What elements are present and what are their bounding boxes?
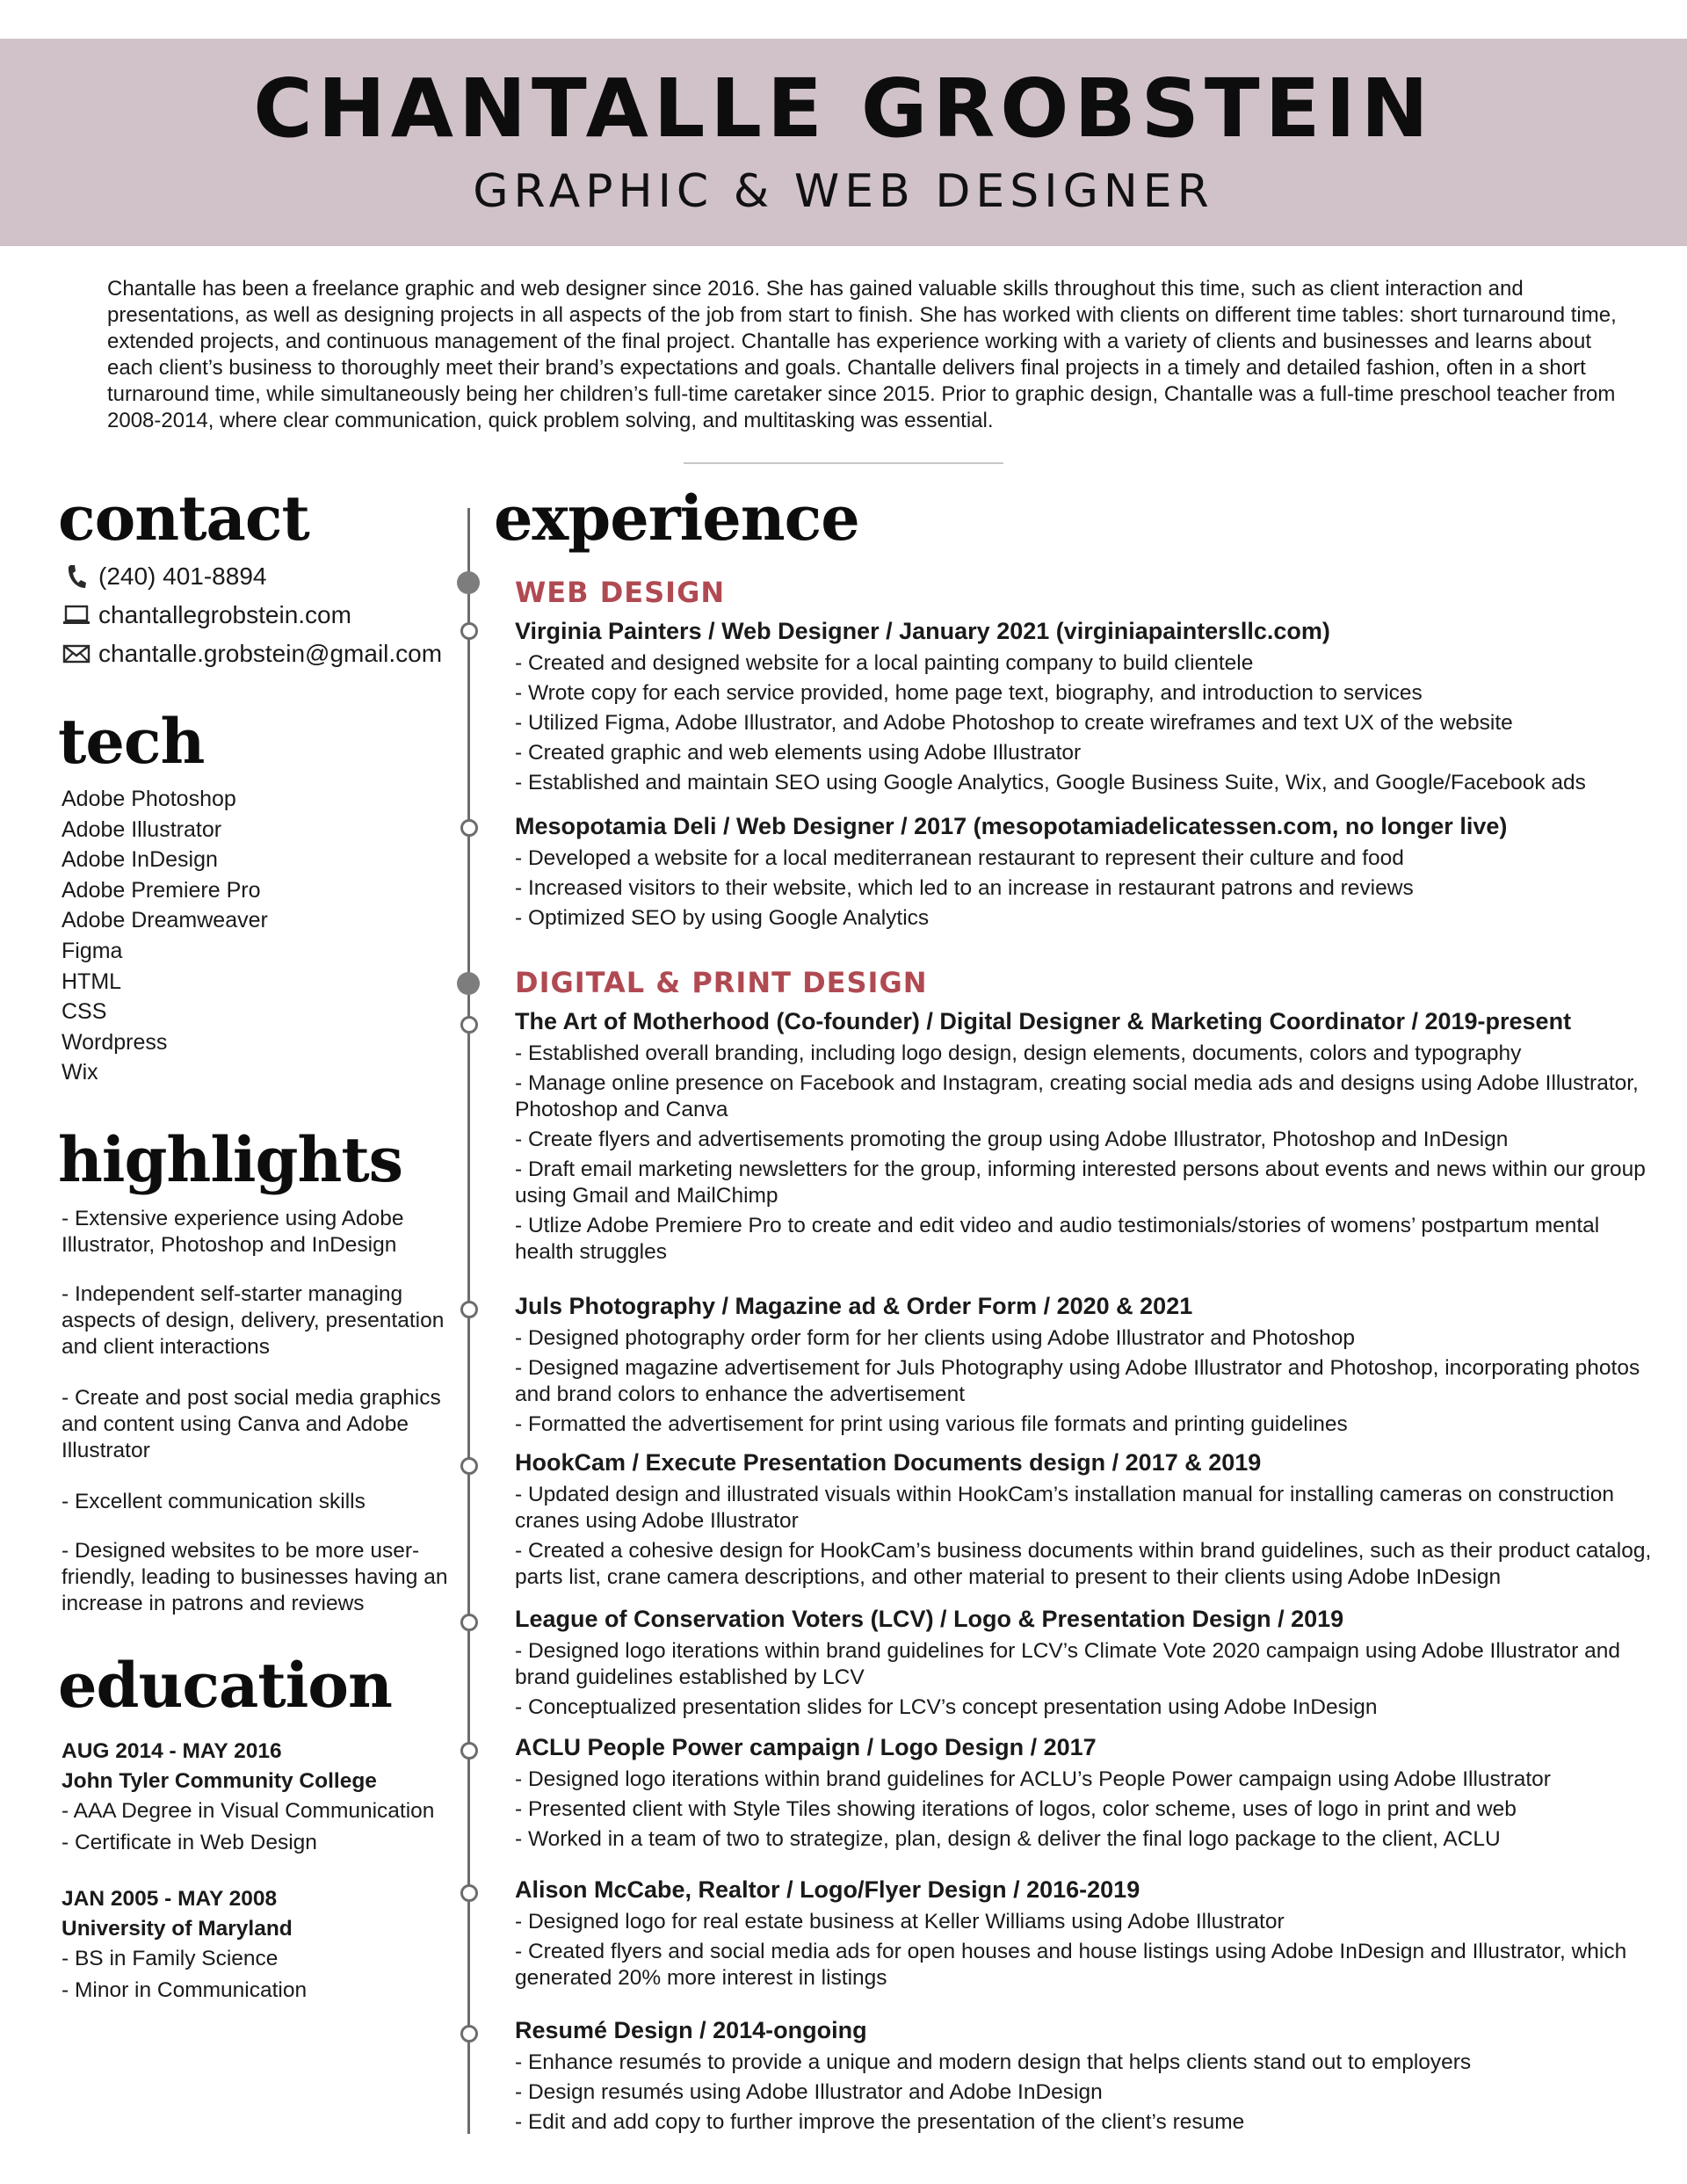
contact-phone: [62, 561, 266, 592]
job-bullets: [515, 1767, 1657, 1853]
list-item: - Worked in a team of two to strategize, plan, design & deliver the final logo package to the client, ACLU: [515, 1827, 1501, 1851]
experience-heading: experience: [494, 482, 859, 555]
list-item: - Create flyers and advertisements promoting the group using Adobe Illustrator, Photoshop and InDesign: [515, 1128, 1509, 1151]
highlights-heading: highlights: [58, 1123, 403, 1196]
highlight-item: - Create and post social media graphics and content using Canva and Adobe Illustrator: [62, 1386, 441, 1462]
education-item: - Certificate in Web Design: [62, 1831, 317, 1854]
tech-list: [62, 784, 268, 1088]
contact-heading: contact: [58, 482, 309, 555]
list-item: - Created flyers and social media ads for open houses and house listings using Adobe InDesign and Illustrator, which generated 20% more interest in listings: [515, 1940, 1627, 1990]
job-entry: [515, 1731, 1657, 1853]
job-bullets: [515, 1041, 1657, 1266]
list-item: Wix: [62, 1060, 98, 1085]
education-heading: education: [58, 1649, 392, 1722]
list-item: - Updated design and illustrated visuals within HookCam’s installation manual for installing cameras on construction cranes using Adobe Illustrator: [515, 1483, 1615, 1533]
job-title: Alison McCabe, Realtor / Logo/Flyer Design / 2016-2019: [515, 1876, 1140, 1903]
job-title: ACLU People Power campaign / Logo Design / 2017: [515, 1734, 1097, 1760]
contact-website: [62, 599, 351, 631]
list-item: - Design resumés using Adobe Illustrator and Adobe InDesign: [515, 2080, 1103, 2104]
list-item: - Established overall branding, including logo design, design elements, documents, colors and typography: [515, 1041, 1522, 1065]
list-item: - Designed logo iterations within brand guidelines for ACLU’s People Power campaign using Adobe Illustrator: [515, 1767, 1551, 1791]
tech-heading: tech: [58, 705, 205, 778]
list-item: - Wrote copy for each service provided, home page text, biography, and introduction to services: [515, 681, 1423, 705]
job-title: League of Conservation Voters (LCV) / Logo & Presentation Design / 2019: [515, 1606, 1344, 1632]
list-item: HTML: [62, 969, 122, 994]
list-item: - Manage online presence on Facebook and Instagram, creating social media ads and designs using Adobe Illustrator, Photoshop and Canva: [515, 1071, 1639, 1121]
list-item: Adobe Photoshop: [62, 787, 236, 811]
list-item: Figma: [62, 938, 123, 963]
education-dates: AUG 2014 - MAY 2016: [62, 1739, 282, 1763]
job-bullets: [515, 1325, 1657, 1438]
timeline-dot: [460, 1301, 478, 1318]
highlight-item: - Designed websites to be more user-friendly, leading to businesses having an increase in patrons and reviews: [62, 1539, 448, 1615]
timeline-dot: [460, 819, 478, 837]
category-digital-print-design: DIGITAL & PRINT DESIGN: [515, 966, 928, 999]
job-entry: [515, 1005, 1657, 1266]
list-item: - Presented client with Style Tiles showing iterations of logos, color scheme, uses of logo in print and web: [515, 1797, 1517, 1821]
divider: [684, 462, 1003, 464]
list-item: - Draft email marketing newsletters for the group, informing interested persons about events and news within our group using Gmail and MailChimp: [515, 1157, 1646, 1208]
list-item: - Created a cohesive design for HookCam’s business documents within brand guidelines, such as their product catalog, parts list, crane camera descriptions, and other material to present to their clients using Adobe InDesign: [515, 1539, 1652, 1589]
job-entry: [515, 1603, 1657, 1721]
job-entry: [515, 2014, 1657, 2136]
job-bullets: [515, 650, 1657, 796]
list-item: - Formatted the advertisement for print using various file formats and printing guidelines: [515, 1412, 1348, 1436]
job-entry: [515, 1447, 1657, 1591]
education-item: - AAA Degree in Visual Communication: [62, 1799, 435, 1823]
job-entry: [515, 1290, 1657, 1438]
education-school: John Tyler Community College: [62, 1769, 377, 1793]
role-subheading: GRAPHIC & WEB DESIGNER: [473, 165, 1214, 218]
list-item: - Increased visitors to their website, which led to an increase in restaurant patrons and reviews: [515, 876, 1414, 900]
contact-email: [62, 638, 442, 670]
job-bullets: [515, 1638, 1657, 1721]
job-bullets: [515, 1482, 1657, 1591]
category-web-design: WEB DESIGN: [515, 576, 726, 609]
summary-paragraph: Chantalle has been a freelance graphic and web designer since 2016. She has gained valuable skills throughout this time, such as client interaction and presentations, as well as designing projects in all aspects of the job from start to finish. She has worked with clients on different time tables: short turnaround time, extended projects, and continuous management of the final project. Chantalle has experience working with a variety of clients and businesses and learns about each client’s business to thoroughly meet their brand’s expectations and goals. Chantalle delivers final projects in a timely and detailed fashion, often in a short turnaround time, while simultaneously being her children’s full-time caretaker since 2015. Prior to graphic design, Chantalle was a full-time preschool teacher from 2008-2014, where clear communication, quick problem solving, and multitasking was essential.: [107, 277, 1617, 432]
timeline-dot: [460, 2025, 478, 2043]
timeline-dot: [460, 1614, 478, 1631]
phone-icon: [62, 562, 91, 591]
list-item: - Utlize Adobe Premiere Pro to create and edit video and audio testimonials/stories of womens’ postpartum mental health struggles: [515, 1214, 1600, 1264]
list-item: - Utilized Figma, Adobe Illustrator, and Adobe Photoshop to create wireframes and text UX of the website: [515, 711, 1513, 735]
list-item: Adobe InDesign: [62, 847, 218, 873]
timeline-dot: [460, 622, 478, 640]
list-item: - Created and designed website for a local painting company to build clientele: [515, 651, 1254, 675]
timeline-dot-filled: [457, 972, 480, 995]
list-item: Wordpress: [62, 1029, 168, 1055]
job-bullets: [515, 2050, 1657, 2136]
job-title: Virginia Painters / Web Designer / January 2021 (virginiapaintersllc.com): [515, 618, 1330, 644]
highlight-item: - Independent self-starter managing aspects of design, delivery, presentation and client interactions: [62, 1282, 445, 1359]
list-item: - Optimized SEO by using Google Analytics: [515, 906, 930, 930]
job-title: Resumé Design / 2014-ongoing: [515, 2017, 867, 2043]
job-entry: [515, 1874, 1657, 1992]
job-title: The Art of Motherhood (Co-founder) / Digital Designer & Marketing Coordinator / 2019-present: [515, 1008, 1572, 1034]
timeline-dot: [460, 1457, 478, 1475]
list-item: - Established and maintain SEO using Google Analytics, Google Business Suite, Wix, and Google/Facebook ads: [515, 771, 1586, 795]
education-school: University of Maryland: [62, 1917, 293, 1941]
education-entry: [62, 1737, 466, 1858]
list-item: - Enhance resumés to provide a unique and modern design that helps clients stand out to employers: [515, 2050, 1472, 2074]
list-item: - Conceptualized presentation slides for LCV’s concept presentation using Adobe InDesign: [515, 1695, 1378, 1719]
list-item: - Created graphic and web elements using Adobe Illustrator: [515, 741, 1082, 765]
job-bullets: [515, 845, 1657, 932]
list-item: CSS: [62, 999, 107, 1025]
timeline-dot: [460, 1016, 478, 1034]
education-item: - Minor in Communication: [62, 1978, 308, 2002]
list-item: Adobe Dreamweaver: [62, 908, 268, 933]
list-item: Adobe Premiere Pro: [62, 877, 261, 903]
highlight-item: - Extensive experience using Adobe Illustrator, Photoshop and InDesign: [62, 1207, 404, 1257]
timeline-dot: [460, 1884, 478, 1902]
list-item: - Designed logo for real estate business at Keller Williams using Adobe Illustrator: [515, 1910, 1285, 1934]
contact-phone-text: (240) 401-8894: [98, 562, 267, 590]
job-entry: [515, 810, 1657, 932]
timeline-dot: [460, 1742, 478, 1760]
contact-email-text: chantalle.grobstein@gmail.com: [98, 640, 443, 667]
job-bullets: [515, 1909, 1657, 1992]
envelope-icon: [62, 639, 91, 669]
education-item: - BS in Family Science: [62, 1947, 279, 1970]
list-item: Adobe Illustrator: [62, 816, 222, 842]
education-entry: [62, 1884, 466, 2006]
job-entry: [515, 615, 1657, 796]
list-item: - Edit and add copy to further improve the presentation of the client’s resume: [515, 2110, 1245, 2134]
job-title: Juls Photography / Magazine ad & Order Form / 2020 & 2021: [515, 1293, 1193, 1319]
job-title: Mesopotamia Deli / Web Designer / 2017 (mesopotamiadelicatessen.com, no longer live): [515, 813, 1508, 839]
laptop-icon: [62, 600, 91, 630]
list-item: - Developed a website for a local mediterranean restaurant to represent their culture and food: [515, 846, 1404, 870]
contact-website-text: chantallegrobstein.com: [98, 601, 351, 628]
timeline-dot-filled: [457, 571, 480, 594]
list-item: - Designed magazine advertisement for Juls Photography using Adobe Illustrator and Photoshop, incorporating photos and brand colors to enhance the advertisement: [515, 1356, 1640, 1406]
job-title: HookCam / Execute Presentation Documents design / 2017 & 2019: [515, 1449, 1262, 1476]
list-item: - Designed logo iterations within brand guidelines for LCV’s Climate Vote 2020 campaign using Adobe Illustrator and brand guidelines established by LCV: [515, 1639, 1620, 1689]
name-heading: CHANTALLE GROBSTEIN: [253, 62, 1434, 156]
highlight-item: - Excellent communication skills: [62, 1490, 366, 1513]
list-item: - Designed photography order form for her clients using Adobe Illustrator and Photoshop: [515, 1326, 1356, 1350]
education-dates: JAN 2005 - MAY 2008: [62, 1887, 278, 1911]
